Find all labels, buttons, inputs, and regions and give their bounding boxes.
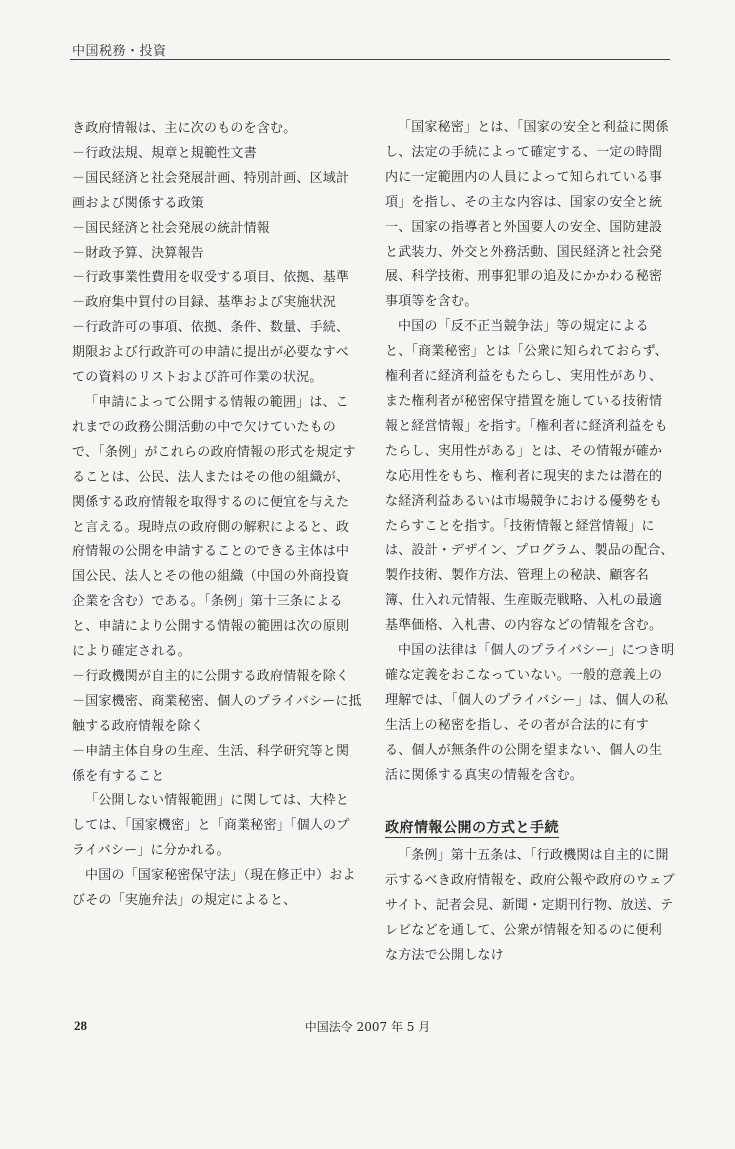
list-item: －政府集中買付の目録、基準および実施状況 bbox=[72, 295, 337, 311]
list-item: －国民経済と社会発展の統計情報 bbox=[72, 220, 271, 236]
list-item: －行政法規、規章と規範性文書 bbox=[72, 145, 257, 161]
list-item: －財政予算、決算報告 bbox=[72, 245, 205, 261]
list-item: －行政許可の事項、依拠、条件、数量、手続、期限および行政許可の申請に提出が必要なすべての資料のリストおよび許可作業の状況。 bbox=[72, 320, 350, 386]
paragraph: 「公開しない情報範囲」に関しては、大枠としては、「国家機密」と「商業秘密」「個人のプライバシー」に分かれる。 bbox=[72, 793, 350, 859]
running-header: 中国税務・投資 bbox=[72, 44, 167, 59]
paragraph: 中国の「国家秘密保守法」（現在修正中）およびその「実施弁法」の規定によると、 bbox=[72, 868, 356, 909]
paragraph: 中国の法律は「個人のプライバシー」につき明確な定義をおこなっていない。一般的意義上の理解では、「個人のプライバシー」は、個人の私生活上の秘密を指し、その者が合法的に有する、個人が無条件の公開を望まない、個人の生活に関係する真実の情報を含む。 bbox=[385, 643, 675, 783]
publication-footer: 中国法令 2007 年 5 月 bbox=[304, 1020, 431, 1034]
list-item: －申請主体自身の生産、生活、科学研究等と関係を有すること bbox=[72, 743, 350, 784]
header-rule bbox=[70, 59, 670, 60]
section-heading bbox=[385, 816, 675, 840]
section-heading-text: 政府情報公開の方式と手続 bbox=[385, 820, 559, 837]
paragraph: き政府情報は、主に次のものを含む。 bbox=[72, 121, 297, 136]
list-item: －国家機密、商業秘密、個人のプライバシーに抵触する政府情報を除く bbox=[72, 693, 362, 734]
list-item: －行政事業性費用を収受する項目、依拠、基準 bbox=[72, 270, 350, 286]
paragraph: 中国の「反不正当競争法」等の規定によると、「商業秘密」とは「公衆に知られておらず、権利者に経済利益をもたらし、実用性があり、また権利者が秘密保守措置を施している技術情報と経営情報」を指す。「権利者に経済利益をもたらし、実用性がある」とは、その情報が確かな応用性をもち、権利者に現実的または潜在的な経済利益あるいは市場競争における優勢をもたらすことを指す。「技術情報と経営情報」には、設計・デザイン、プログラム、製品の配合、製作技術、製作方法、管理上の秘訣、顧客名簿、仕入れ元情報、生産販売戦略、入札の最適基準価格、入札書、の内容などの情報を含む。 bbox=[385, 319, 674, 634]
left-column bbox=[72, 117, 362, 914]
right-column bbox=[385, 116, 675, 969]
paragraph: 「条例」第十五条は、「行政機関は自主的に開示するべき政府情報を、政府公報や政府のウェブサイト、記者会見、新聞・定期刊行物、放送、テレビなどを通して、公衆が情報を知るのに便利な方法で公開しなけ bbox=[385, 848, 675, 964]
list-item: －行政機関が自主的に公開する政府情報を除く bbox=[72, 668, 350, 684]
paragraph: 「国家秘密」とは、「国家の安全と利益に関係し、法定の手続によって確定する、一定の時間内に一定範囲内の人員によって知られている事項」を指し、その主な内容は、国家の安全と統一、国家の指導者と外国要人の安全、国防建設と武装力、外交と外務活動、国民経済と社会発展、科学技術、刑事犯罪の追及にかかわる秘密事項等を含む。 bbox=[385, 120, 669, 310]
list-item: －国民経済と社会発展計画、特別計画、区域計画および関係する政策 bbox=[72, 170, 350, 211]
paragraph: 「申請によって公開する情報の範囲」は、これまでの政務公開活動の中で欠けていたもので、「条例」がこれらの政府情報の形式を規定することは、公民、法人またはその他の組織が、関係する政府情報を取得するのに便宜を与えたと言える。現時点の政府側の解釈によると、政府情報の公開を申請することのできる主体は中国公民、法人とその他の組織（中国の外商投資企業を含む）である。「条例」第十三条によると、申請により公開する情報の範囲は次の原則により確定される。 bbox=[72, 394, 356, 660]
page-number: 28 bbox=[74, 1018, 87, 1033]
